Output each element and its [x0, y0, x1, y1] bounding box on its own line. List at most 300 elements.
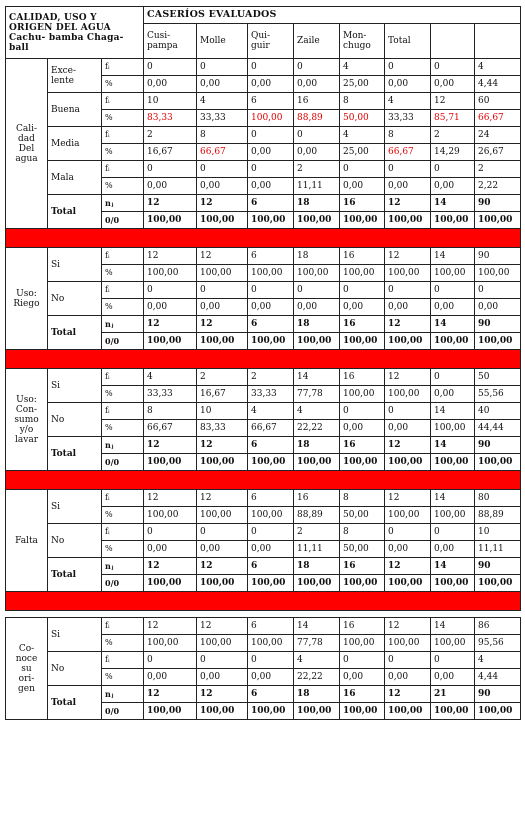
table-row	[6, 127, 521, 144]
category-label: No	[48, 524, 102, 558]
table-title: CALIDAD, USO Y ORIGEN DEL AGUA Cachu- bamba Chaga- ball	[6, 7, 144, 59]
cell-count: 4	[294, 403, 340, 420]
cell-count: 0	[144, 59, 197, 76]
water-quality-table	[5, 6, 521, 720]
cell-total-percent: 100,00	[475, 575, 521, 592]
cell-count: 8	[385, 127, 431, 144]
table-row	[6, 161, 521, 178]
cell-percent: 0,00	[144, 76, 197, 93]
cell-percent: 100,00	[431, 265, 475, 282]
cell-total: 14	[431, 316, 475, 333]
cell-count: 4	[475, 652, 521, 669]
cell-percent: 100,00	[385, 265, 431, 282]
cell-total: 12	[197, 437, 248, 454]
cell-percent: 100,00	[197, 635, 248, 652]
cell-percent: 14,29	[431, 144, 475, 161]
cell-percent: 100,00	[385, 635, 431, 652]
cell-percent: 77,78	[294, 635, 340, 652]
cell-percent: 33,33	[144, 386, 197, 403]
group-label: Uso: Riego	[6, 248, 48, 350]
cell-total-percent: 100,00	[431, 212, 475, 229]
cell-percent: 26,67	[475, 144, 521, 161]
symbol-percent-total: 0/0	[102, 575, 144, 592]
symbol-n: nⱼ	[102, 686, 144, 703]
cell-total: 18	[294, 686, 340, 703]
cell-count: 0	[385, 282, 431, 299]
cell-total: 14	[431, 195, 475, 212]
cell-total-percent: 100,00	[197, 703, 248, 720]
cell-total: 12	[197, 195, 248, 212]
cell-total: 16	[340, 558, 385, 575]
cell-percent: 0,00	[248, 299, 294, 316]
cell-count: 4	[385, 93, 431, 110]
column-header: Molle	[197, 24, 248, 59]
cell-percent: 0,00	[385, 420, 431, 437]
cell-count: 14	[431, 618, 475, 635]
cell-percent: 0,00	[144, 669, 197, 686]
header-row	[6, 7, 521, 24]
cell-percent: 100,00	[197, 265, 248, 282]
cell-total-percent: 100,00	[144, 703, 197, 720]
symbol-percent: %	[102, 110, 144, 127]
total-row	[6, 316, 521, 333]
cell-total-percent: 100,00	[294, 454, 340, 471]
cell-total-percent: 100,00	[248, 212, 294, 229]
symbol-percent: %	[102, 265, 144, 282]
cell-percent: 0,00	[144, 178, 197, 195]
cell-total-percent: 100,00	[144, 212, 197, 229]
cell-count: 0	[144, 652, 197, 669]
section-separator	[6, 471, 521, 490]
cell-count: 0	[197, 282, 248, 299]
total-label: Total	[48, 316, 102, 350]
cell-total-percent: 100,00	[431, 454, 475, 471]
table-row	[6, 524, 521, 541]
cell-total: 12	[385, 686, 431, 703]
symbol-percent-total: 0/0	[102, 703, 144, 720]
cell-percent: 88,89	[294, 110, 340, 127]
cell-total: 12	[197, 316, 248, 333]
cell-count: 0	[144, 161, 197, 178]
cell-count: 12	[197, 618, 248, 635]
cell-count: 6	[248, 490, 294, 507]
cell-total-percent: 100,00	[475, 703, 521, 720]
group-label: Falta	[6, 490, 48, 592]
cell-total: 12	[197, 558, 248, 575]
cell-total-percent: 100,00	[197, 575, 248, 592]
cell-total-percent: 100,00	[340, 212, 385, 229]
column-header: Total	[385, 24, 431, 59]
cell-percent: 0,00	[197, 76, 248, 93]
cell-count: 0	[431, 282, 475, 299]
column-header: Qui- guir	[248, 24, 294, 59]
cell-count: 0	[431, 524, 475, 541]
cell-count: 90	[475, 248, 521, 265]
symbol-percent: %	[102, 420, 144, 437]
group-label: Co- noce su ori- gen	[6, 618, 48, 720]
cell-percent: 95,56	[475, 635, 521, 652]
total-label: Total	[48, 558, 102, 592]
cell-percent: 2,22	[475, 178, 521, 195]
cell-count: 14	[431, 490, 475, 507]
cell-percent: 100,00	[197, 507, 248, 524]
cell-percent: 83,33	[144, 110, 197, 127]
cell-total: 18	[294, 437, 340, 454]
cell-total: 18	[294, 195, 340, 212]
symbol-fi: fᵢ	[102, 403, 144, 420]
cell-percent: 16,67	[197, 386, 248, 403]
table-row	[6, 93, 521, 110]
cell-count: 0	[294, 282, 340, 299]
cell-count: 0	[294, 127, 340, 144]
category-label: Mala	[48, 161, 102, 195]
cell-total: 12	[144, 686, 197, 703]
cell-total: 6	[248, 316, 294, 333]
total-row	[6, 195, 521, 212]
cell-count: 0	[248, 127, 294, 144]
cell-count: 2	[294, 524, 340, 541]
cell-percent: 0,00	[431, 541, 475, 558]
cell-percent: 0,00	[340, 299, 385, 316]
cell-total: 6	[248, 195, 294, 212]
cell-percent: 0,00	[431, 178, 475, 195]
symbol-percent: %	[102, 669, 144, 686]
cell-count: 12	[144, 490, 197, 507]
cell-count: 0	[248, 161, 294, 178]
cell-total: 6	[248, 686, 294, 703]
cell-percent: 100,00	[385, 507, 431, 524]
symbol-n: nⱼ	[102, 558, 144, 575]
cell-percent: 0,00	[294, 144, 340, 161]
cell-total: 21	[431, 686, 475, 703]
category-label: No	[48, 403, 102, 437]
cell-total-percent: 100,00	[385, 212, 431, 229]
cell-total-percent: 100,00	[197, 454, 248, 471]
cell-percent: 33,33	[248, 386, 294, 403]
cell-count: 0	[340, 652, 385, 669]
cell-total-percent: 100,00	[431, 575, 475, 592]
table-row	[6, 652, 521, 669]
category-label: Si	[48, 248, 102, 282]
cell-percent: 16,67	[144, 144, 197, 161]
cell-total: 90	[475, 686, 521, 703]
symbol-fi: fᵢ	[102, 490, 144, 507]
column-header: Zaile	[294, 24, 340, 59]
cell-percent: 0,00	[248, 76, 294, 93]
cell-count: 16	[294, 93, 340, 110]
total-label: Total	[48, 195, 102, 229]
cell-percent: 100,00	[431, 635, 475, 652]
symbol-percent: %	[102, 178, 144, 195]
cell-count: 0	[385, 161, 431, 178]
cell-count: 0	[197, 59, 248, 76]
cell-percent: 22,22	[294, 669, 340, 686]
cell-total-percent: 100,00	[340, 703, 385, 720]
cell-total: 14	[431, 437, 475, 454]
category-label: Si	[48, 369, 102, 403]
cell-percent: 0,00	[340, 669, 385, 686]
symbol-n: nⱼ	[102, 316, 144, 333]
cell-count: 60	[475, 93, 521, 110]
cell-total-percent: 100,00	[431, 333, 475, 350]
cell-total-percent: 100,00	[475, 212, 521, 229]
cell-count: 6	[248, 93, 294, 110]
cell-count: 2	[144, 127, 197, 144]
category-label: Buena	[48, 93, 102, 127]
cell-count: 6	[248, 618, 294, 635]
cell-percent: 83,33	[197, 420, 248, 437]
section-separator	[6, 350, 521, 369]
cell-percent: 0,00	[197, 541, 248, 558]
symbol-fi: fᵢ	[102, 127, 144, 144]
cell-total-percent: 100,00	[385, 454, 431, 471]
symbol-percent: %	[102, 507, 144, 524]
cell-percent: 100,00	[475, 265, 521, 282]
cell-count: 10	[475, 524, 521, 541]
cell-total-percent: 100,00	[248, 454, 294, 471]
category-label: No	[48, 282, 102, 316]
cell-percent: 100,00	[385, 386, 431, 403]
cell-count: 40	[475, 403, 521, 420]
cell-count: 0	[385, 524, 431, 541]
cell-count: 16	[340, 248, 385, 265]
cell-percent: 0,00	[385, 299, 431, 316]
cell-count: 8	[340, 490, 385, 507]
cell-total-percent: 100,00	[294, 212, 340, 229]
cell-percent: 100,00	[431, 507, 475, 524]
cell-count: 0	[197, 652, 248, 669]
symbol-fi: fᵢ	[102, 59, 144, 76]
cell-total-percent: 100,00	[144, 454, 197, 471]
cell-count: 4	[197, 93, 248, 110]
cell-percent: 66,67	[197, 144, 248, 161]
cell-count: 4	[475, 59, 521, 76]
table-row	[6, 282, 521, 299]
table-row	[6, 248, 521, 265]
cell-percent: 66,67	[385, 144, 431, 161]
cell-count: 8	[197, 127, 248, 144]
cell-count: 4	[248, 403, 294, 420]
cell-total-percent: 100,00	[294, 703, 340, 720]
cell-total-percent: 100,00	[340, 575, 385, 592]
cell-count: 8	[340, 524, 385, 541]
cell-total: 12	[385, 316, 431, 333]
cell-count: 12	[144, 618, 197, 635]
section-gap	[6, 611, 521, 618]
cell-percent: 0,00	[197, 178, 248, 195]
table-row	[6, 403, 521, 420]
cell-count: 14	[431, 403, 475, 420]
cell-total: 90	[475, 437, 521, 454]
cell-count: 0	[385, 59, 431, 76]
cell-total: 16	[340, 316, 385, 333]
symbol-percent: %	[102, 541, 144, 558]
symbol-fi: fᵢ	[102, 93, 144, 110]
symbol-fi: fᵢ	[102, 282, 144, 299]
cell-count: 12	[197, 490, 248, 507]
cell-count: 14	[294, 369, 340, 386]
cell-count: 14	[431, 248, 475, 265]
total-row	[6, 558, 521, 575]
cell-percent: 0,00	[431, 669, 475, 686]
separator-bar	[6, 592, 521, 611]
cell-percent: 77,78	[294, 386, 340, 403]
cell-percent: 100,00	[431, 420, 475, 437]
cell-percent: 88,89	[475, 507, 521, 524]
total-row	[6, 437, 521, 454]
cell-total-percent: 100,00	[248, 333, 294, 350]
cell-total-percent: 100,00	[385, 575, 431, 592]
symbol-fi: fᵢ	[102, 618, 144, 635]
cell-percent: 66,67	[475, 110, 521, 127]
cell-percent: 4,44	[475, 76, 521, 93]
cell-percent: 11,11	[475, 541, 521, 558]
symbol-percent-total: 0/0	[102, 212, 144, 229]
cell-count: 10	[144, 93, 197, 110]
cell-count: 2	[294, 161, 340, 178]
table-row	[6, 59, 521, 76]
symbol-n: nⱼ	[102, 437, 144, 454]
cell-count: 2	[431, 127, 475, 144]
cell-percent: 100,00	[144, 635, 197, 652]
cell-count: 0	[431, 59, 475, 76]
cell-percent: 0,00	[431, 386, 475, 403]
cell-percent: 100,00	[144, 507, 197, 524]
table-row	[6, 490, 521, 507]
cell-total: 90	[475, 316, 521, 333]
cell-count: 12	[385, 618, 431, 635]
cell-percent: 0,00	[197, 299, 248, 316]
column-header	[431, 24, 475, 59]
cell-count: 12	[197, 248, 248, 265]
cell-count: 2	[197, 369, 248, 386]
cell-count: 0	[385, 403, 431, 420]
cell-total: 16	[340, 437, 385, 454]
cell-percent: 0,00	[294, 76, 340, 93]
cell-percent: 100,00	[294, 265, 340, 282]
cell-total-percent: 100,00	[294, 333, 340, 350]
cell-total-percent: 100,00	[385, 703, 431, 720]
separator-bar	[6, 350, 521, 369]
cell-total-percent: 100,00	[475, 333, 521, 350]
cell-count: 4	[340, 59, 385, 76]
cell-total: 6	[248, 558, 294, 575]
cell-total-percent: 100,00	[431, 703, 475, 720]
cell-percent: 11,11	[294, 178, 340, 195]
group-label: Cali- dad Del agua	[6, 59, 48, 229]
caserios-header: CASERÍOS EVALUADOS	[144, 7, 521, 24]
cell-count: 0	[431, 652, 475, 669]
column-header: Cusi- pampa	[144, 24, 197, 59]
symbol-percent-total: 0/0	[102, 333, 144, 350]
cell-percent: 22,22	[294, 420, 340, 437]
section-separator	[6, 229, 521, 248]
cell-total: 90	[475, 558, 521, 575]
cell-percent: 66,67	[144, 420, 197, 437]
cell-total-percent: 100,00	[475, 454, 521, 471]
total-row	[6, 686, 521, 703]
cell-count: 0	[248, 59, 294, 76]
cell-count: 2	[475, 161, 521, 178]
cell-count: 0	[197, 524, 248, 541]
cell-percent: 0,00	[385, 76, 431, 93]
cell-total: 6	[248, 437, 294, 454]
cell-count: 10	[197, 403, 248, 420]
cell-count: 0	[340, 282, 385, 299]
cell-count: 6	[248, 248, 294, 265]
cell-total-percent: 100,00	[248, 575, 294, 592]
cell-percent: 55,56	[475, 386, 521, 403]
symbol-fi: fᵢ	[102, 161, 144, 178]
group-label: Uso: Con- sumo y/o lavar	[6, 369, 48, 471]
section-separator	[6, 592, 521, 611]
category-label: Si	[48, 618, 102, 652]
cell-percent: 100,00	[340, 635, 385, 652]
total-label: Total	[48, 686, 102, 720]
cell-total-percent: 100,00	[340, 454, 385, 471]
cell-count: 12	[144, 248, 197, 265]
cell-percent: 0,00	[248, 669, 294, 686]
cell-total-percent: 100,00	[144, 575, 197, 592]
cell-percent: 25,00	[340, 76, 385, 93]
cell-percent: 100,00	[144, 265, 197, 282]
cell-percent: 0,00	[294, 299, 340, 316]
symbol-n: nⱼ	[102, 195, 144, 212]
category-label: Si	[48, 490, 102, 524]
cell-count: 0	[248, 652, 294, 669]
cell-count: 12	[385, 369, 431, 386]
cell-percent: 0,00	[248, 541, 294, 558]
cell-count: 86	[475, 618, 521, 635]
category-label: Exce- lente	[48, 59, 102, 93]
symbol-percent: %	[102, 76, 144, 93]
cell-total: 12	[144, 558, 197, 575]
gap-cell	[6, 611, 521, 618]
cell-total-percent: 100,00	[385, 333, 431, 350]
cell-total-percent: 100,00	[340, 333, 385, 350]
symbol-fi: fᵢ	[102, 369, 144, 386]
symbol-percent: %	[102, 635, 144, 652]
cell-count: 0	[431, 161, 475, 178]
symbol-fi: fᵢ	[102, 652, 144, 669]
cell-percent: 0,00	[385, 669, 431, 686]
cell-count: 80	[475, 490, 521, 507]
cell-count: 0	[385, 652, 431, 669]
cell-percent: 33,33	[385, 110, 431, 127]
column-header: Mon- chugo	[340, 24, 385, 59]
cell-count: 2	[248, 369, 294, 386]
cell-percent: 11,11	[294, 541, 340, 558]
symbol-percent: %	[102, 386, 144, 403]
cell-total-percent: 100,00	[197, 212, 248, 229]
cell-percent: 0,00	[340, 178, 385, 195]
cell-percent: 0,00	[431, 299, 475, 316]
cell-percent: 0,00	[475, 299, 521, 316]
cell-count: 0	[294, 59, 340, 76]
table-row	[6, 618, 521, 635]
data-table-sheet	[5, 6, 520, 720]
cell-total-percent: 100,00	[144, 333, 197, 350]
symbol-fi: fᵢ	[102, 524, 144, 541]
cell-count: 0	[248, 282, 294, 299]
cell-count: 12	[385, 490, 431, 507]
cell-count: 12	[385, 248, 431, 265]
cell-percent: 0,00	[431, 76, 475, 93]
cell-percent: 100,00	[248, 635, 294, 652]
cell-percent: 88,89	[294, 507, 340, 524]
symbol-fi: fᵢ	[102, 248, 144, 265]
cell-total-percent: 100,00	[294, 575, 340, 592]
